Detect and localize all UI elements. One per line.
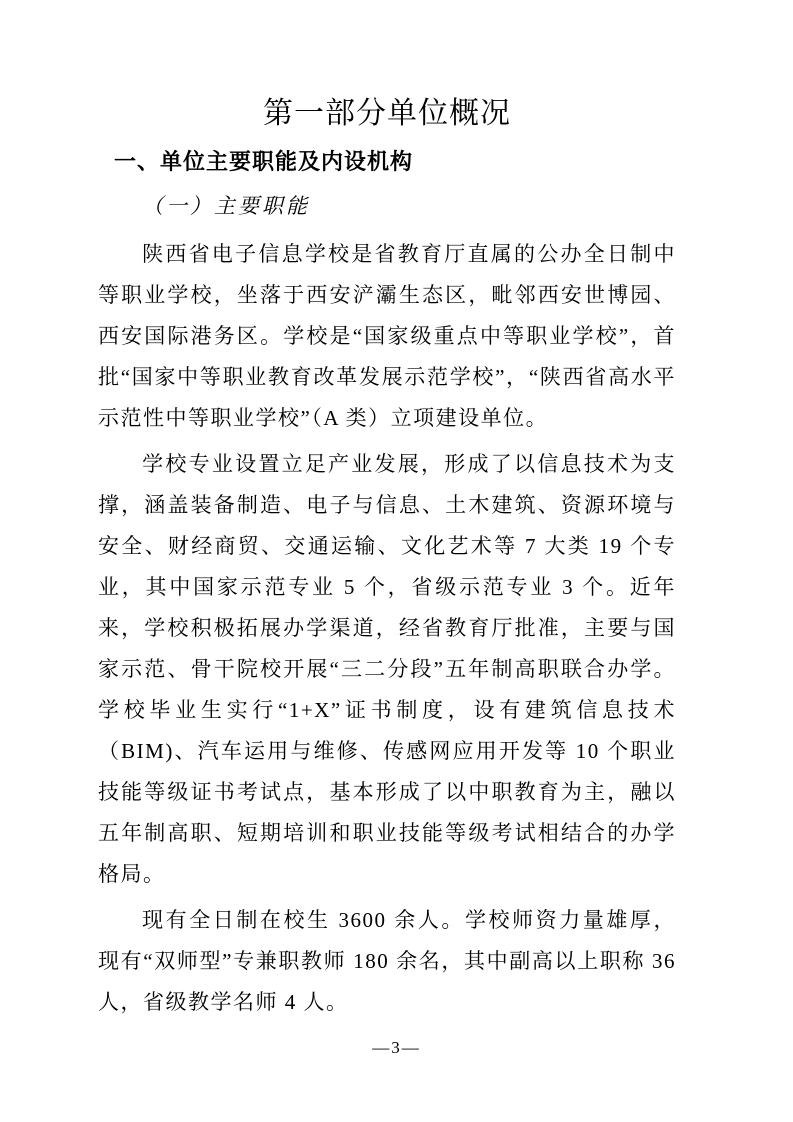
paragraph-students-faculty: 现有全日制在校生 3600 余人。学校师资力量雄厚，现有“双师型”专兼职教师 180 余名，其中副高以上职称 36 人，省级教学名师 4 人。 [98,908,676,1014]
page-number: —3— [372,1038,421,1057]
document-title: 第一部分单位概况 [263,97,511,130]
paragraph-majors-programs: 学校专业设置立足产业发展，形成了以信息技术为支撑，涵盖装备制造、电子与信息、土木建筑、资源环境与安全、财经商贸、交通运输、文化艺术等 7 大类 19 个专业，其中国家示范专业 5 个，省级示范专业 3 个。近年来，学校积极拓展办学渠道，经省教育厅批准，主要与国家示范、骨干院校开展“三二分段”五年制高职联合办学。学校毕业生实行“1+X”证书制度，设有建筑信息技术（BIM)、汽车运用与维修、传感网应用开发等 10 个职业技能等级证书考试点，基本形成了以中职教育为主，融以五年制高职、短期培训和职业技能等级考试相结合的办学格局。 [98,452,676,886]
section-heading: 一、单位主要职能及内设机构 [114,149,414,174]
paragraph-school-intro: 陕西省电子信息学校是省教育厅直属的公办全日制中等职业学校，坐落于西安浐灞生态区，毗邻西安世博园、西安国际港务区。学校是“国家级重点中等职业学校”，首批“国家中等职业教育改革发展示范学校”，“陕西省高水平示范性中等职业学校”（A 类）立项建设单位。 [98,242,676,430]
subsection-heading: （一）主要职能 [142,194,310,218]
document-page [98,94,676,1023]
body-text [98,234,676,1023]
